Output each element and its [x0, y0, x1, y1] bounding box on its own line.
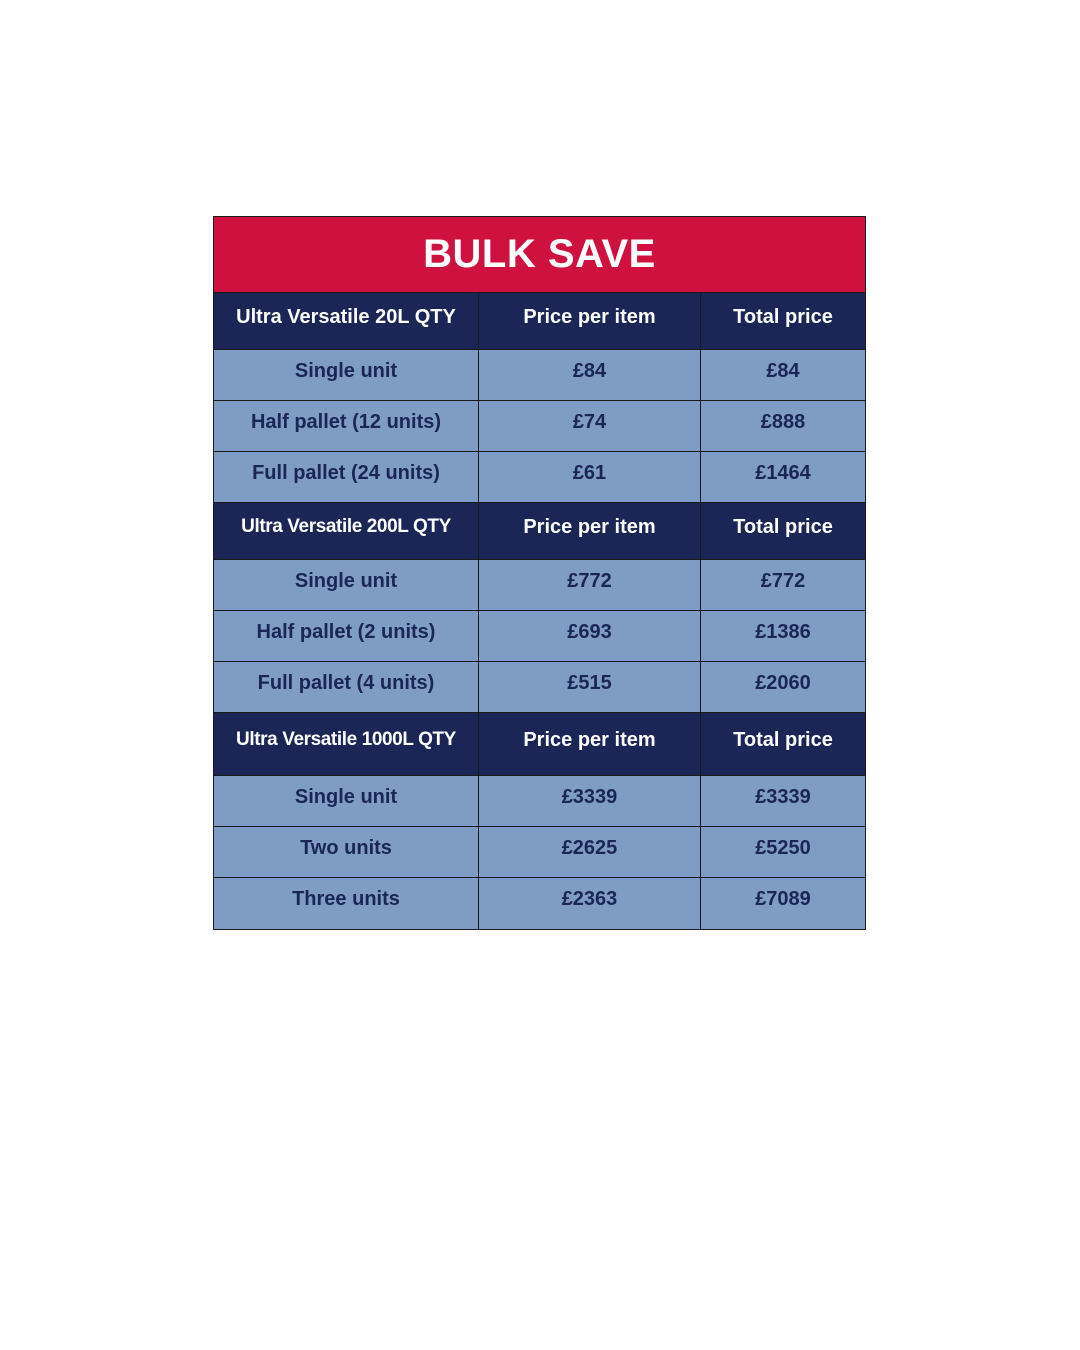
table-row — [214, 350, 865, 401]
total-cell: £5250 — [755, 836, 811, 859]
page-title: BULK SAVE — [423, 232, 656, 276]
qty-cell: Three units — [214, 878, 479, 929]
table-row — [214, 611, 865, 662]
total-cell: £2060 — [755, 671, 811, 694]
qty-cell: Full pallet (4 units) — [214, 662, 479, 712]
total-cell: £7089 — [755, 888, 811, 910]
bulk-save-table — [213, 216, 866, 930]
qty-cell: Single unit — [214, 776, 479, 826]
table-row — [214, 662, 865, 713]
table-row — [214, 560, 865, 611]
price-cell: £3339 — [479, 776, 701, 826]
total-cell: £3339 — [755, 785, 811, 808]
price-cell: £2363 — [479, 878, 701, 929]
price-cell: £515 — [479, 662, 701, 712]
table-row — [214, 878, 865, 929]
qty-cell: Half pallet (12 units) — [214, 401, 479, 451]
total-cell: £772 — [760, 569, 806, 592]
price-cell: £693 — [479, 611, 701, 661]
title-bar — [214, 217, 865, 293]
qty-cell: Two units — [214, 827, 479, 877]
price-cell: £772 — [479, 560, 701, 610]
total-cell: £1386 — [755, 620, 811, 643]
header-price-per-item: Price per item — [479, 503, 701, 559]
total-cell: £84 — [766, 359, 800, 382]
price-cell: £2625 — [479, 827, 701, 877]
table-row — [214, 827, 865, 878]
price-cell: £84 — [479, 350, 701, 400]
header-price-per-item: Price per item — [479, 713, 701, 775]
header-total-price: Total price — [733, 728, 833, 751]
price-cell: £61 — [479, 452, 701, 502]
qty-cell: Single unit — [214, 350, 479, 400]
header-total-price: Total price — [733, 515, 833, 538]
header-qty: Ultra Versatile 20L QTY — [214, 293, 479, 349]
table-row — [214, 452, 865, 503]
header-qty: Ultra Versatile 1000L QTY — [214, 713, 479, 775]
section-header-200l — [214, 503, 865, 560]
qty-cell: Half pallet (2 units) — [214, 611, 479, 661]
qty-cell: Single unit — [214, 560, 479, 610]
header-total-price: Total price — [733, 305, 833, 328]
section-header-20l — [214, 293, 865, 350]
qty-cell: Full pallet (24 units) — [214, 452, 479, 502]
table-row — [214, 776, 865, 827]
section-header-1000l — [214, 713, 865, 776]
header-qty: Ultra Versatile 200L QTY — [214, 503, 479, 559]
total-cell: £888 — [760, 410, 806, 433]
table-row — [214, 401, 865, 452]
header-price-per-item: Price per item — [479, 293, 701, 349]
price-cell: £74 — [479, 401, 701, 451]
total-cell: £1464 — [755, 461, 811, 484]
